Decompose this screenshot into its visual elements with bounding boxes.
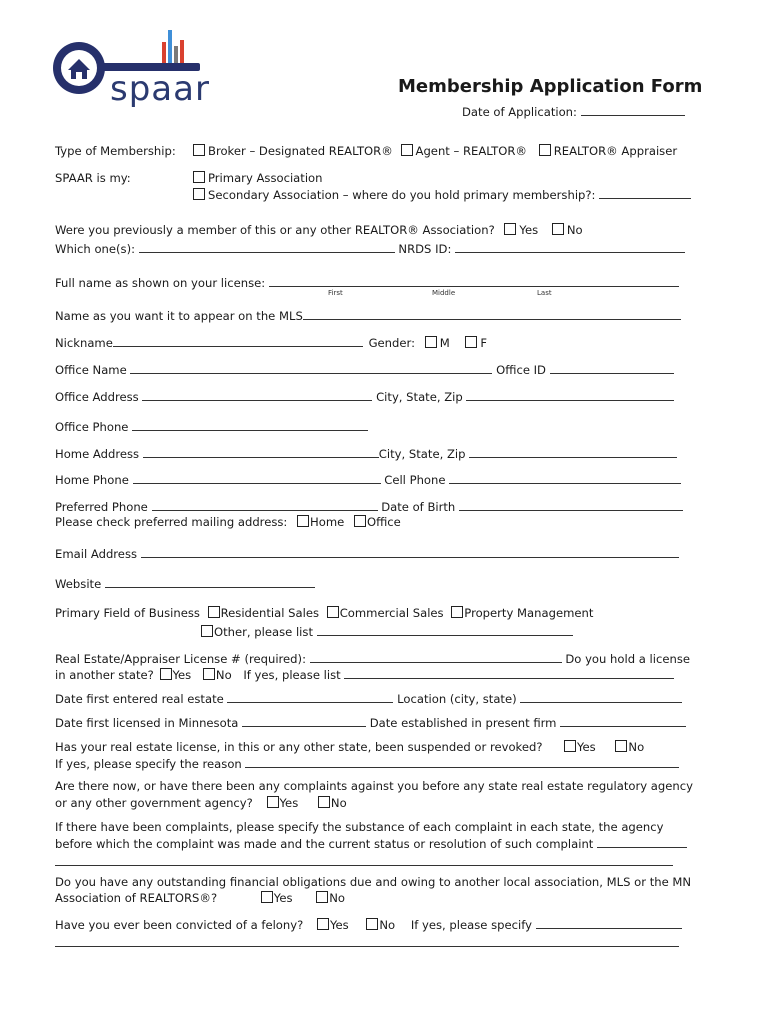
home-city-field[interactable] <box>469 445 677 458</box>
gender-f-checkbox[interactable] <box>465 336 477 348</box>
felony-no-checkbox[interactable] <box>366 918 378 930</box>
license-yes-checkbox[interactable] <box>160 668 172 680</box>
mls-name-field[interactable] <box>303 307 681 320</box>
fullname-row: Full name as shown on your license: <box>55 274 679 291</box>
felony-row: Have you ever been convicted of a felony? Yes No If yes, please specify <box>55 916 682 933</box>
email-field[interactable] <box>141 545 679 558</box>
which-field[interactable] <box>139 240 395 253</box>
complaints-yes-checkbox[interactable] <box>267 796 279 808</box>
previous-no-checkbox[interactable] <box>552 223 564 235</box>
suspended-yes-checkbox[interactable] <box>564 740 576 752</box>
office-id-field[interactable] <box>550 361 674 374</box>
page-title: Membership Application Form <box>398 76 703 97</box>
financial-q1: Do you have any outstanding financial obligations due and owing to another local association, MLS or the MN <box>55 875 692 889</box>
suspended-options: Yes No <box>564 740 644 755</box>
complaints-no-checkbox[interactable] <box>318 796 330 808</box>
last-sublabel: Last <box>537 289 552 297</box>
suspended-reason-field[interactable] <box>245 755 679 768</box>
complaints-spec2-row: before which the complaint was made and the current status or resolution of such complaint <box>55 835 687 852</box>
primary-membership-field[interactable] <box>599 186 691 199</box>
other-field-checkbox[interactable] <box>201 625 213 637</box>
appraiser-checkbox[interactable] <box>539 144 551 156</box>
email-row: Email Address <box>55 545 679 562</box>
association-label: SPAAR is my: <box>55 171 131 185</box>
agent-checkbox[interactable] <box>401 144 413 156</box>
website-row: Website <box>55 575 315 592</box>
licensed-mn-field[interactable] <box>242 714 366 727</box>
office-address-field[interactable] <box>142 388 372 401</box>
financial-yes-checkbox[interactable] <box>261 891 273 903</box>
cell-phone-field[interactable] <box>449 471 681 484</box>
complaints-q2-row: or any other government agency? Yes No <box>55 796 347 810</box>
mail-home-checkbox[interactable] <box>297 515 309 527</box>
date-label: Date of Application: <box>462 105 577 119</box>
residential-checkbox[interactable] <box>208 606 220 618</box>
spaar-logo <box>50 28 210 113</box>
location-field[interactable] <box>520 690 682 703</box>
mls-name-row: Name as you want it to appear on the MLS <box>55 307 681 324</box>
office-phone-field[interactable] <box>132 418 368 431</box>
license-row: Real Estate/Appraiser License # (required): Do you hold a license <box>55 652 691 666</box>
financial-no-checkbox[interactable] <box>316 891 328 903</box>
suspended-question: Has your real estate license, in this or any other state, been suspended or revoked? <box>55 740 543 754</box>
complaints-spec-field[interactable] <box>597 835 687 848</box>
previous-yes-checkbox[interactable] <box>504 223 516 235</box>
license-list-field[interactable] <box>344 666 674 679</box>
office-city-field[interactable] <box>466 388 674 401</box>
other-field-input[interactable] <box>317 623 573 636</box>
dob-field[interactable] <box>459 498 683 511</box>
first-sublabel: First <box>328 289 343 297</box>
mail-office-checkbox[interactable] <box>354 515 366 527</box>
field-row: Primary Field of Business Residential Sales Commercial Sales Property Management <box>55 606 594 620</box>
complaints-q1: Are there now, or have there been any complaints against you before any state real estate regulatory agency <box>55 779 693 793</box>
membership-label: Type of Membership: <box>55 144 176 158</box>
nrds-field[interactable] <box>455 240 685 253</box>
which-row: Which one(s): NRDS ID: <box>55 240 685 257</box>
commercial-checkbox[interactable] <box>327 606 339 618</box>
complaints-extra-line[interactable] <box>55 853 673 866</box>
logo-wordmark: spaar <box>110 69 210 109</box>
home-phone-field[interactable] <box>133 471 381 484</box>
middle-sublabel: Middle <box>432 289 456 297</box>
nickname-field[interactable] <box>113 334 363 347</box>
office-address-row: Office Address City, State, Zip <box>55 388 674 405</box>
home-phone-row: Home Phone Cell Phone <box>55 471 681 488</box>
property-mgmt-checkbox[interactable] <box>451 606 463 618</box>
felony-extra-line[interactable] <box>55 934 679 947</box>
financial-q2-row: Association of REALTORS®? Yes No <box>55 891 345 905</box>
office-phone-row: Office Phone <box>55 418 368 435</box>
gender-m-checkbox[interactable] <box>425 336 437 348</box>
preferred-phone-row: Preferred Phone Date of Birth <box>55 498 683 515</box>
date-of-application <box>462 103 685 120</box>
entered-field[interactable] <box>227 690 393 703</box>
previous-member-row: Were you previously a member of this or any other REALTOR® Association? Yes No <box>55 223 583 237</box>
website-field[interactable] <box>105 575 315 588</box>
nickname-row: Nickname Gender: M F <box>55 336 488 350</box>
established-field[interactable] <box>560 714 686 727</box>
complaints-spec1: If there have been complaints, please specify the substance of each complaint in each state, the agency <box>55 820 664 834</box>
secondary-assoc: Secondary Association – where do you hold primary membership?: <box>193 186 691 203</box>
suspended-no-checkbox[interactable] <box>615 740 627 752</box>
license-field[interactable] <box>310 650 562 663</box>
license-other-row: in another state? Yes No If yes, please list <box>55 666 674 683</box>
secondary-checkbox[interactable] <box>193 188 205 200</box>
broker-checkbox[interactable] <box>193 144 205 156</box>
licensed-mn-row: Date first licensed in Minnesota Date established in present firm <box>55 714 686 731</box>
home-address-row: Home Address City, State, Zip <box>55 445 677 462</box>
fullname-field[interactable] <box>269 274 679 287</box>
license-no-checkbox[interactable] <box>203 668 215 680</box>
date-field[interactable] <box>581 103 685 116</box>
field-other-row: Other, please list <box>201 623 573 640</box>
membership-options: Broker – Designated REALTOR® Agent – REALTOR® REALTOR® Appraiser <box>193 144 677 159</box>
office-name-row: Office Name Office ID <box>55 361 674 378</box>
felony-yes-checkbox[interactable] <box>317 918 329 930</box>
primary-assoc: Primary Association <box>193 171 323 186</box>
felony-specify-field[interactable] <box>536 916 682 929</box>
office-name-field[interactable] <box>130 361 492 374</box>
suspended-reason-row: If yes, please specify the reason <box>55 755 679 772</box>
entered-row: Date first entered real estate Location (city, state) <box>55 690 682 707</box>
preferred-phone-field[interactable] <box>152 498 378 511</box>
primary-checkbox[interactable] <box>193 171 205 183</box>
home-address-field[interactable] <box>143 445 379 458</box>
mailing-row: Please check preferred mailing address: Home Office <box>55 515 401 529</box>
